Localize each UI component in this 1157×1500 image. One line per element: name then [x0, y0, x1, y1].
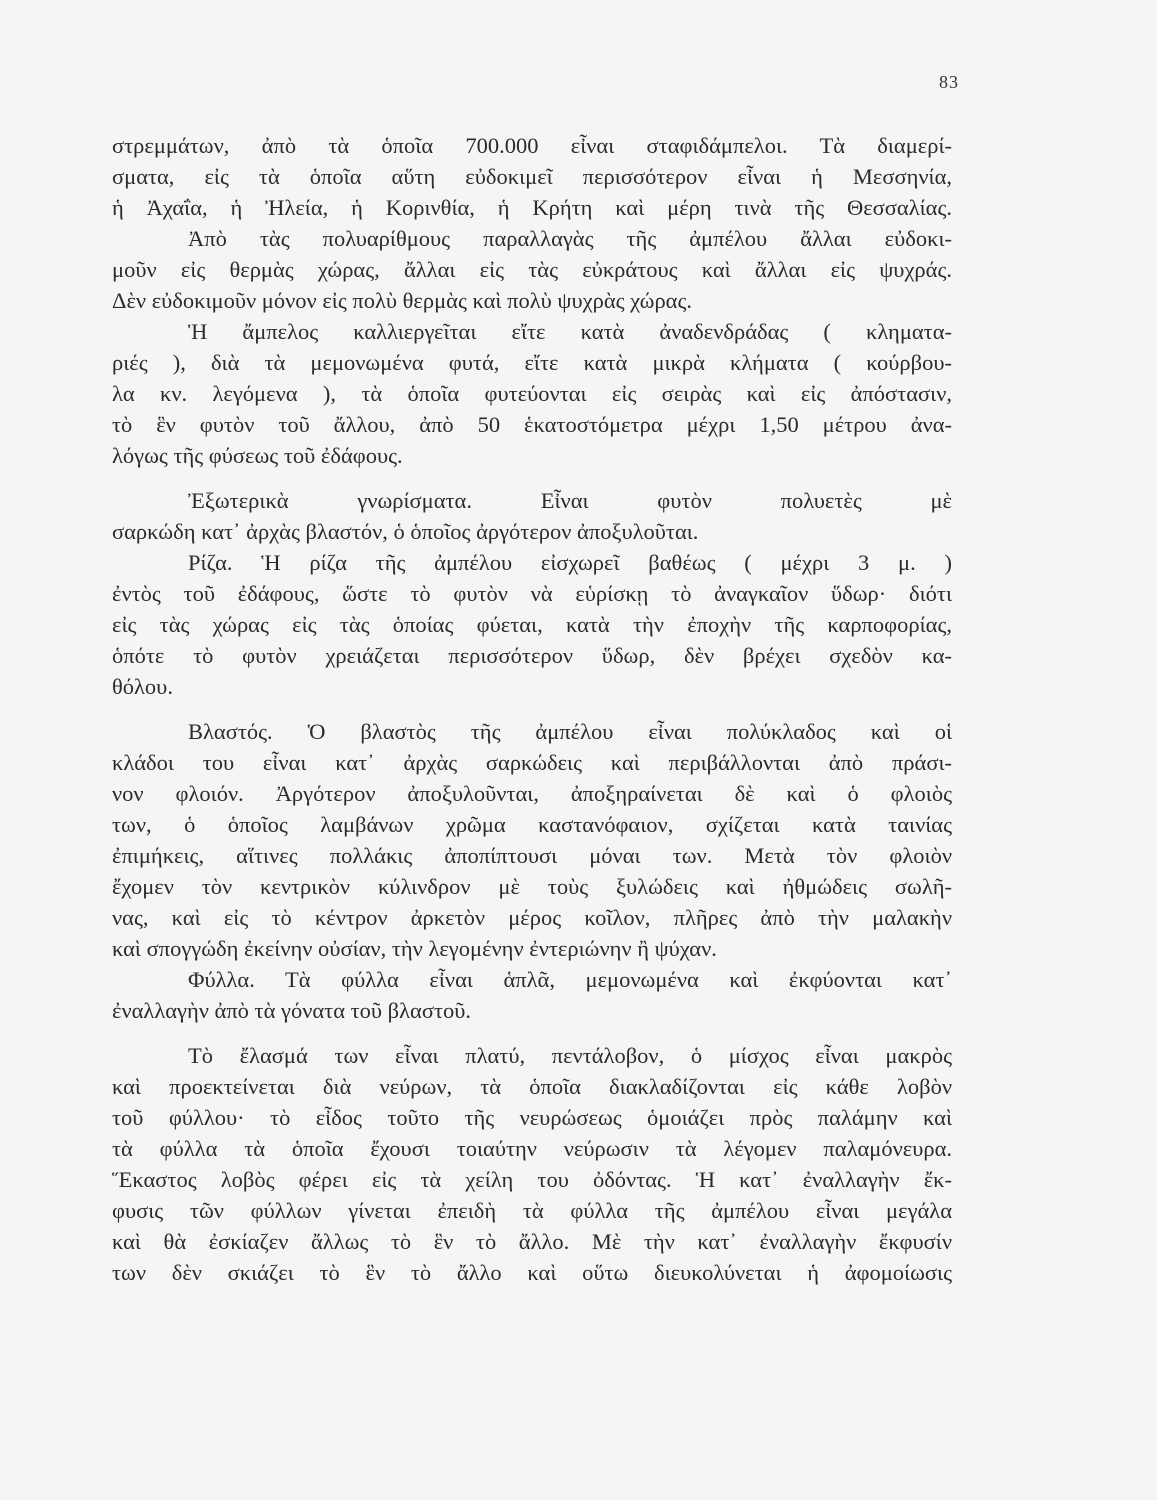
- text-line: Δὲν εὐδοκιμοῦν μόνον εἰς πολὺ θερμὰς καὶ πολὺ ψυχρὰς χώρας.: [112, 288, 693, 313]
- body-text: [112, 130, 952, 1288]
- text-line: μοῦν εἰς θερμὰς χώρας, ἄλλαι εἰς τὰς εὐκράτους καὶ ἄλλαι εἰς ψυχράς.: [112, 257, 952, 282]
- text-line: εἰς τὰς χώρας εἰς τὰς ὁποίας φύεται, κατὰ τὴν ἐποχὴν τῆς καρποφορίας,: [112, 612, 952, 637]
- text-line: Ἐξωτερικὰ γνωρίσματα. Εἶναι φυτὸν πολυετὲς μὲ: [188, 488, 952, 513]
- text-line: καὶ σπογγώδη ἐκείνην οὐσίαν, τὴν λεγομένην ἐντεριώνην ἢ ψύχαν.: [112, 936, 717, 961]
- text-line: Ρίζα. Ἡ ρίζα τῆς ἀμπέλου εἰσχωρεῖ βαθέως ( μέχρι 3 μ. ): [188, 550, 952, 575]
- text-line: Φύλλα. Τὰ φύλλα εἶναι ἁπλᾶ, μεμονωμένα καὶ ἐκφύονται κατ᾽: [188, 967, 952, 992]
- text-line: τὰ φύλλα τὰ ὁποῖα ἔχουσι τοιαύτην νεύρωσιν τὰ λέγομεν παλαμόνευρα.: [112, 1136, 952, 1161]
- text-line: κλάδοι του εἶναι κατ᾽ ἀρχὰς σαρκώδεις καὶ περιβάλλονται ἀπὸ πράσι-: [112, 750, 952, 775]
- text-line: λα κν. λεγόμενα ), τὰ ὁποῖα φυτεύονται εἰς σειρὰς καὶ εἰς ἀπόστασιν,: [112, 381, 952, 406]
- text-line: των, ὁ ὁποῖος λαμβάνων χρῶμα καστανόφαιον, σχίζεται κατὰ ταινίας: [112, 812, 952, 837]
- text-line: στρεμμάτων, ἀπὸ τὰ ὁποῖα 700.000 εἶναι σταφιδάμπελοι. Τὰ διαμερί-: [112, 133, 952, 158]
- text-line: Βλαστός. Ὁ βλαστὸς τῆς ἀμπέλου εἶναι πολύκλαδος καὶ οἱ: [188, 719, 952, 744]
- text-line: σαρκώδη κατ᾽ ἀρχὰς βλαστόν, ὁ ὁποῖος ἀργότερον ἀποξυλοῦται.: [112, 519, 699, 544]
- text-line: σματα, εἰς τὰ ὁποῖα αὕτη εὐδοκιμεῖ περισσότερον εἶναι ἡ Μεσσηνία,: [112, 164, 952, 189]
- text-line: ἐναλλαγὴν ἀπὸ τὰ γόνατα τοῦ βλαστοῦ.: [112, 998, 472, 1023]
- text-line: ριές ), διὰ τὰ μεμονωμένα φυτά, εἴτε κατὰ μικρὰ κλήματα ( κούρβου-: [112, 350, 952, 375]
- text-line: καὶ θὰ ἐσκίαζεν ἄλλως τὸ ἓν τὸ ἄλλο. Μὲ τὴν κατ᾽ ἐναλλαγὴν ἔκφυσίν: [112, 1229, 952, 1254]
- text-line: τοῦ φύλλου· τὸ εἶδος τοῦτο τῆς νευρώσεως ὁμοιάζει πρὸς παλάμην καὶ: [112, 1105, 952, 1130]
- text-line: Ἀπὸ τὰς πολυαρίθμους παραλλαγὰς τῆς ἀμπέλου ἄλλαι εὐδοκι-: [188, 226, 952, 251]
- text-line: των δὲν σκιάζει τὸ ἓν τὸ ἄλλο καὶ οὕτω διευκολύνεται ἡ ἀφομοίωσις: [112, 1260, 952, 1285]
- text-line: Ἡ ἄμπελος καλλιεργεῖται εἴτε κατὰ ἀναδενδράδας ( κληματα-: [188, 319, 952, 344]
- text-line: νας, καὶ εἰς τὸ κέντρον ἀρκετὸν μέρος κοῖλον, πλῆρες ἀπὸ τὴν μαλακὴν: [112, 905, 952, 930]
- text-line: καὶ προεκτείνεται διὰ νεύρων, τὰ ὁποῖα διακλαδίζονται εἰς κάθε λοβὸν: [112, 1074, 952, 1099]
- text-line: ὁπότε τὸ φυτὸν χρειάζεται περισσότερον ὕδωρ, δὲν βρέχει σχεδὸν κα-: [112, 643, 952, 668]
- text-line: τὸ ἓν φυτὸν τοῦ ἄλλου, ἀπὸ 50 ἑκατοστόμετρα μέχρι 1,50 μέτρου ἀνα-: [112, 412, 952, 437]
- text-line: νον φλοιόν. Ἀργότερον ἀποξυλοῦνται, ἀποξηραίνεται δὲ καὶ ὁ φλοιὸς: [112, 781, 952, 806]
- text-line: Ἕκαστος λοβὸς φέρει εἰς τὰ χείλη του ὀδόντας. Ἡ κατ᾽ ἐναλλαγὴν ἔκ-: [112, 1167, 952, 1192]
- page-number: 83: [939, 72, 959, 92]
- text-line: ἐπιμήκεις, αἵτινες πολλάκις ἀποπίπτουσι μόναι των. Μετὰ τὸν φλοιὸν: [112, 843, 952, 868]
- text-line: Τὸ ἔλασμά των εἶναι πλατύ, πεντάλοβον, ὁ μίσχος εἶναι μακρὸς: [188, 1043, 952, 1068]
- text-line: θόλου.: [112, 674, 173, 699]
- text-line: φυσις τῶν φύλλων γίνεται ἐπειδὴ τὰ φύλλα τῆς ἀμπέλου εἶναι μεγάλα: [112, 1198, 952, 1223]
- text-line: ἐντὸς τοῦ ἐδάφους, ὥστε τὸ φυτὸν νὰ εὑρίσκῃ τὸ ἀναγκαῖον ὕδωρ· διότι: [112, 581, 952, 606]
- text-line: ἔχομεν τὸν κεντρικὸν κύλινδρον μὲ τοὺς ξυλώδεις καὶ ἠθμώδεις σωλῆ-: [112, 874, 952, 899]
- text-line: ἡ Ἀχαΐα, ἡ Ἠλεία, ἡ Κορινθία, ἡ Κρήτη καὶ μέρη τινὰ τῆς Θεσσαλίας.: [112, 195, 952, 220]
- text-line: λόγως τῆς φύσεως τοῦ ἐδάφους.: [112, 443, 403, 468]
